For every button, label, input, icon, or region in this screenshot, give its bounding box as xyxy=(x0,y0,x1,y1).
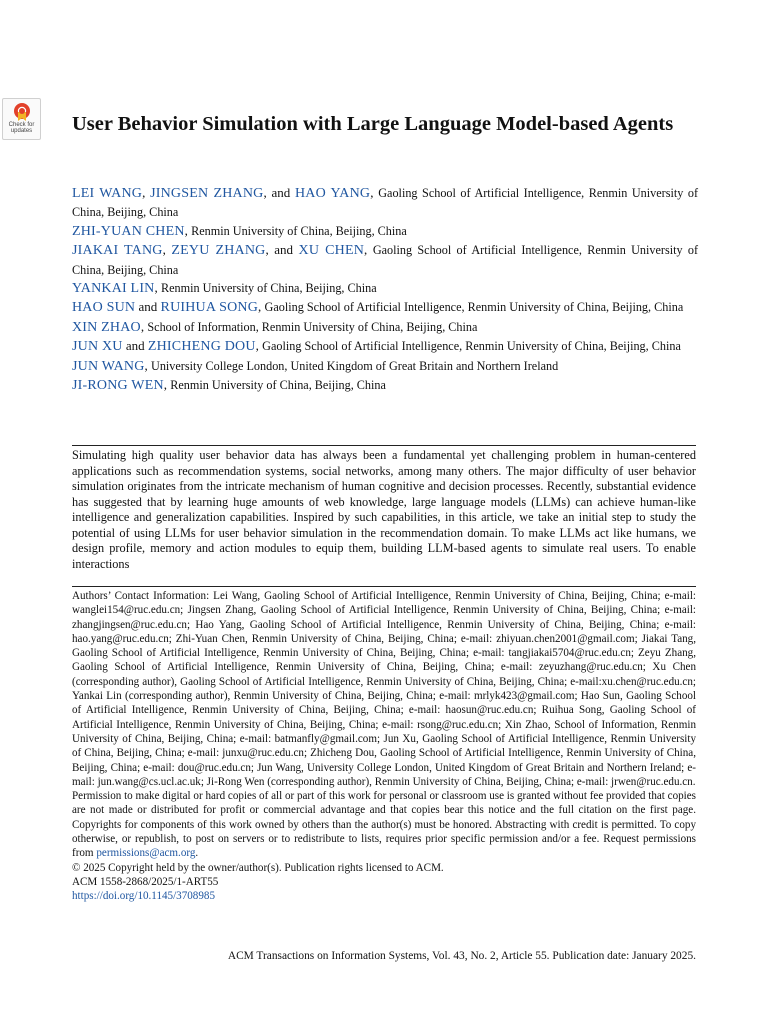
contact-information: Authors’ Contact Information: Lei Wang, Gaoling School of Artificial Intelligence, Renmin University of China, Beijing, China; e-mail: wanglei154@ruc.edu.cn; Jingsen Zhang, Gaoling School of Artificial Intelligence, Renmin University of China, Beijing, China; e-mail: zhangjingsen@ruc.edu.cn; Hao Yang, Gaoling School of Artificial Intelligence, Renmin University of China, Beijing, China; e-mail: hao.yang@ruc.edu.cn; Zhi-Yuan Chen, Renmin University of China, Beijing, China; e-mail: zhiyuan.chen2001@gmail.com; Jiakai Tang, Gaoling School of Artificial Intelligence, Renmin University of China, Beijing, China; e-mail: tangjiakai5704@ruc.edu.cn; Zeyu Zhang, Gaoling School of Artificial Intelligence, Renmin University of China, Beijing, China; e-mail: zeyuzhang@ruc.edu.cn; Xu Chen (corresponding author), Gaoling School of Artificial Intelligence, Renmin University of China, Beijing, China; e-mail:xu.chen@ruc.edu.cn; Yankai Lin (corresponding author), Renmin University of China, Beijing, China; e-mail: mrlyk423@gmail.com; Hao Sun, Gaoling School of Artificial Intelligence, Renmin University of China, Beijing, China; e-mail: haosun@ruc.edu.cn; Ruihua Song, Gaoling School of Artificial Intelligence, Renmin University of China, Beijing, China; e-mail: rsong@ruc.edu.cn; Xin Zhao, School of Information, Renmin University of China, Beijing, China; e-mail: batmanfly@gmail.com; Jun Xu, Gaoling School of Artificial Intelligence, Renmin University of China, Beijing, China; e-mail: junxu@ruc.edu.cn; Zhicheng Dou, Gaoling School of Artificial Intelligence, Renmin University of China, Beijing, China; e-mail: dou@ruc.edu.cn; Jun Wang, University College London, United Kingdom of Great Britain and Northern Ireland; e-mail: jun.wang@cs.ucl.ac.uk; Ji-Rong Wen (corresponding author), Renmin University of China, Beijing, China; e-mail: jrwen@ruc.edu.cn. xyxy=(72,590,696,788)
front-matter-footnotes xyxy=(72,589,696,904)
author-name[interactable]: ZEYU ZHANG xyxy=(171,243,266,259)
author-affiliation: Gaoling School of Artificial Intelligence, Renmin University of China, Beijing, China xyxy=(262,339,681,354)
author-affiliation: University College London, United Kingdom of Great Britain and Northern Ireland xyxy=(151,358,559,373)
author-name[interactable]: JUN WANG xyxy=(72,358,145,374)
author-name[interactable]: HAO SUN xyxy=(72,300,136,316)
author-group-1: LEI WANG, JINGSEN ZHANG, and HAO YANG, Gaoling School of Artificial Intelligence, Renmin University of China, Beijing, China xyxy=(72,185,699,220)
doi-link[interactable]: https://doi.org/10.1145/3708985 xyxy=(72,890,215,903)
author-name[interactable]: XU CHEN xyxy=(298,243,365,259)
author-affiliation: Renmin University of China, Beijing, China xyxy=(191,223,407,238)
author-name[interactable]: ZHI-YUAN CHEN xyxy=(72,223,185,239)
author-affiliation: Renmin University of China, Beijing, China xyxy=(170,378,386,393)
author-group-5: HAO SUN and RUIHUA SONG, Gaoling School of Artificial Intelligence, Renmin University of China, Beijing, China xyxy=(72,299,684,316)
doi-link-line xyxy=(72,889,696,903)
crossmark-icon xyxy=(13,102,31,122)
author-group-8: JUN WANG, University College London, United Kingdom of Great Britain and Northern Ireland xyxy=(72,357,559,374)
author-group-2: ZHI-YUAN CHEN, Renmin University of China, Beijing, China xyxy=(72,222,407,239)
author-group-7: JUN XU and ZHICHENG DOU, Gaoling School of Artificial Intelligence, Renmin University of China, Beijing, China xyxy=(72,338,681,355)
author-affiliation: Gaoling School of Artificial Intelligence, Renmin University of China, Beijing, China xyxy=(72,243,699,277)
abstract-top-rule xyxy=(72,445,696,446)
badge-line-1: Check for xyxy=(8,122,35,128)
badge-line-2: updates xyxy=(10,128,33,134)
author-name[interactable]: JUN XU xyxy=(72,339,123,355)
author-list xyxy=(72,184,698,395)
author-name[interactable]: JIAKAI TANG xyxy=(72,243,163,259)
author-name[interactable]: JINGSEN ZHANG xyxy=(150,186,264,201)
author-name[interactable]: RUIHUA SONG xyxy=(160,300,259,316)
author-name[interactable]: ZHICHENG DOU xyxy=(147,339,256,355)
paper-title: User Behavior Simulation with Large Language Model-based Agents xyxy=(72,113,674,135)
author-group-6: XIN ZHAO, School of Information, Renmin University of China, Beijing, China xyxy=(72,318,478,335)
author-affiliation: Gaoling School of Artificial Intelligence, Renmin University of China, Beijing, China xyxy=(264,300,684,315)
copyright-notice: © 2025 Copyright held by the owner/author(s). Publication rights licensed to ACM. xyxy=(72,861,444,874)
author-group-4: YANKAI LIN, Renmin University of China, Beijing, China xyxy=(72,280,377,297)
author-name[interactable]: XIN ZHAO xyxy=(72,319,141,335)
author-name[interactable]: LEI WANG xyxy=(72,186,143,201)
check-for-updates-badge[interactable] xyxy=(2,98,41,140)
author-name[interactable]: JI-RONG WEN xyxy=(72,378,164,394)
acm-identifier: ACM 1558-2868/2025/1-ART55 xyxy=(72,875,219,888)
footnote-rule xyxy=(72,586,696,587)
author-affiliation: School of Information, Renmin University of China, Beijing, China xyxy=(147,319,478,334)
permissions-email-link[interactable]: permissions@acm.org xyxy=(96,847,196,860)
author-affiliation: Gaoling School of Artificial Intelligence, Renmin University of China, Beijing, China xyxy=(72,186,699,220)
author-name[interactable]: YANKAI LIN xyxy=(72,281,155,297)
journal-footer: ACM Transactions on Information Systems, Vol. 43, No. 2, Article 55. Publication date: January 2025. xyxy=(227,950,696,962)
author-group-9: JI-RONG WEN, Renmin University of China, Beijing, China xyxy=(72,377,386,394)
author-group-3: JIAKAI TANG, ZEYU ZHANG, and XU CHEN, Gaoling School of Artificial Intelligence, Renmin University of China, Beijing, China xyxy=(72,242,699,277)
author-affiliation: Renmin University of China, Beijing, China xyxy=(161,281,377,296)
permission-notice: Permission to make digital or hard copies of all or part of this work for personal or classroom use is granted without fee provided that copies are not made or distributed for profit or commercial advantage and that copies bear this notice and the full citation on the first page. Copyrights for components of this work owned by others than the author(s) must be honored. Abstracting with credit is permitted. To copy otherwise, or republish, to post on servers or to redistribute to lists, requires prior specific permission and/or a fee. Request permissions from permissions@acm.org. xyxy=(72,790,696,860)
abstract-text: Simulating high quality user behavior data has always been a fundamental yet challenging problem in human-centered applications such as recommendation systems, social networks, among many others. The major difficulty of user behavior simulation originates from the intricate mechanism of human cognitive and decision processes. Recently, substantial evidence has suggested that by learning huge amounts of web knowledge, large language models (LLMs) can achieve human-like intelligence and generalization capabilities. Inspired by such capabilities, in this article, we take an initial step to study the potential of using LLMs for user behavior simulation in the recommendation domain. To make LLMs act like humans, we design profile, memory and action modules to equip them, building LLM-based agents to simulate real users. To enable interactions xyxy=(72,448,696,571)
author-name[interactable]: HAO YANG xyxy=(294,186,371,201)
